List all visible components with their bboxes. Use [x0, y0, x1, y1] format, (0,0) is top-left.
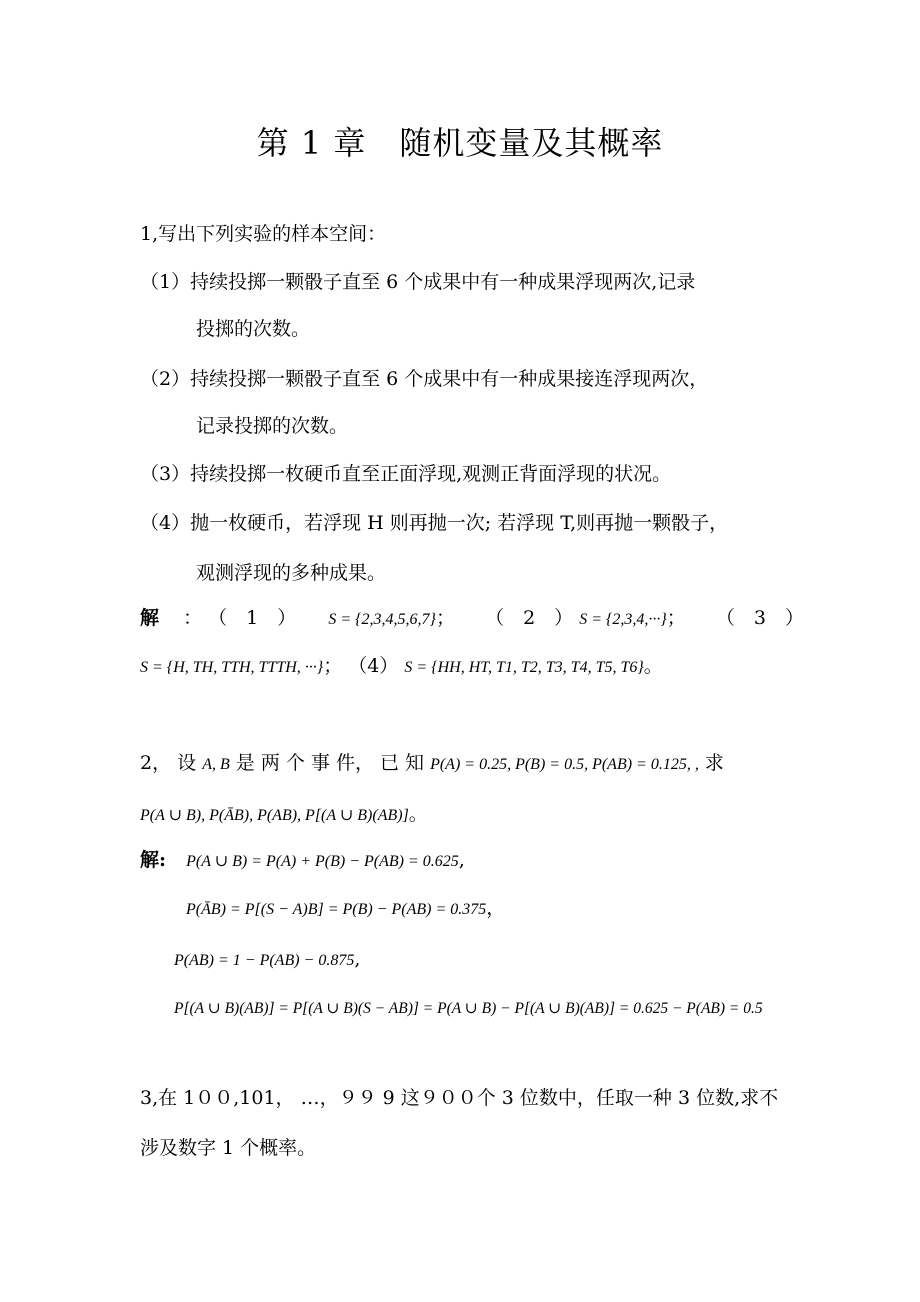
- item-number: （2）: [140, 368, 191, 390]
- q2-given: P(A) = 0.25, P(B) = 0.5, P(AB) = 0.125, ,: [430, 756, 699, 773]
- q2-solution-line3: [174, 947, 360, 973]
- q1-stem: 1,写出下列实验的样本空间：: [140, 223, 387, 245]
- q1-item-4-cont: 观测浮现的多种成果。: [196, 562, 387, 584]
- chapter-title: 第 1 章 随机变量及其概率: [256, 124, 664, 162]
- q2-step-3: P(AB) = 1 − P(AB) − 0.875: [174, 952, 355, 969]
- part-2-label: （ 2 ）: [485, 607, 574, 629]
- solution-label: 解:: [140, 849, 167, 871]
- q2-step-2: P(ĀB) = P[(S − A)B] = P(B) − P(AB) = 0.375: [186, 901, 487, 918]
- sample-space-2: S = {2,3,4,···}: [579, 611, 667, 628]
- q1-item-2-cont: 记录投掷的次数。: [196, 415, 349, 437]
- sample-space-1: S = {2,3,4,5,6,7}: [328, 611, 436, 628]
- solution-colon: ：: [183, 607, 203, 629]
- q1-item-4: [140, 511, 728, 535]
- q2-stem-start: 2， 设: [140, 752, 197, 774]
- end-mark: 。: [408, 803, 428, 825]
- item-number: （4）: [140, 512, 191, 534]
- part-4-label: （4）: [348, 655, 399, 677]
- separator: ；: [323, 655, 343, 677]
- q2-step-4: P[(A ∪ B)(AB)] = P[(A ∪ B)(S − AB)] = P(A ∪ B) − P[(A ∪ B)(AB)] = 0.625 − P(AB) = 0.5: [174, 1000, 763, 1017]
- part-1-label: （ 1 ）: [208, 607, 297, 629]
- q2-solution-line1: [140, 848, 465, 874]
- separator: ；: [666, 607, 686, 629]
- q2-stem: [140, 751, 724, 777]
- q1-item-1-cont: 投掷的次数。: [196, 318, 311, 340]
- punct: ,: [458, 849, 465, 871]
- q2-targets: P(A ∪ B), P(ĀB), P(AB), P[(A ∪ B)(AB)]: [140, 807, 409, 824]
- item-text: 持续投掷一颗骰子直至 6 个成果中有一种成果接连浮现两次，: [190, 368, 709, 390]
- sample-space-3: S = {H, TH, TTH, TTTH, ···}: [140, 659, 324, 676]
- q2-step-1: P(A ∪ B) = P(A) + P(B) − P(AB) = 0.625: [186, 853, 459, 870]
- punct: ,: [354, 948, 361, 970]
- part-3-label: （ 3 ）: [715, 607, 804, 629]
- item-text: 持续投掷一枚硬币直至正面浮现,观测正背面浮现的状况。: [190, 463, 672, 485]
- q1-solution-line1: [140, 606, 804, 632]
- sample-space-4: S = {HH, HT, T1, T2, T3, T4, T5, T6}: [404, 659, 644, 676]
- q3-stem-line2: 涉及数字 1 个概率。: [140, 1137, 317, 1159]
- item-number: （1）: [140, 271, 191, 293]
- q1-item-3: [140, 462, 671, 486]
- end-mark: 。: [643, 655, 663, 677]
- punct: ，: [486, 897, 506, 919]
- q2-vars: A, B: [202, 756, 230, 773]
- item-number: （3）: [140, 463, 191, 485]
- q3-stem-line1: 3,在 1００,101， …，９９ 9 这９００个 3 位数中，任取一种 3 位数,求不: [140, 1087, 779, 1109]
- item-text: 持续投掷一颗骰子直至 6 个成果中有一种成果浮现两次,记录: [190, 271, 696, 293]
- separator: ；: [435, 607, 455, 629]
- q2-stem-mid: 是 两 个 事 件， 已 知: [235, 752, 425, 774]
- q2-targets-line: [140, 802, 428, 828]
- q2-solution-line4: [174, 996, 763, 1021]
- q1-solution-line2: [140, 654, 663, 680]
- q1-item-2: [140, 367, 708, 391]
- item-text: 抛一枚硬币，若浮现 H 则再抛一次; 若浮现 T,则再抛一颗骰子，: [190, 512, 729, 534]
- solution-label: 解: [140, 607, 160, 629]
- q2-ask: 求: [704, 752, 724, 774]
- q2-solution-line2: [186, 896, 505, 922]
- q1-item-1: [140, 270, 695, 294]
